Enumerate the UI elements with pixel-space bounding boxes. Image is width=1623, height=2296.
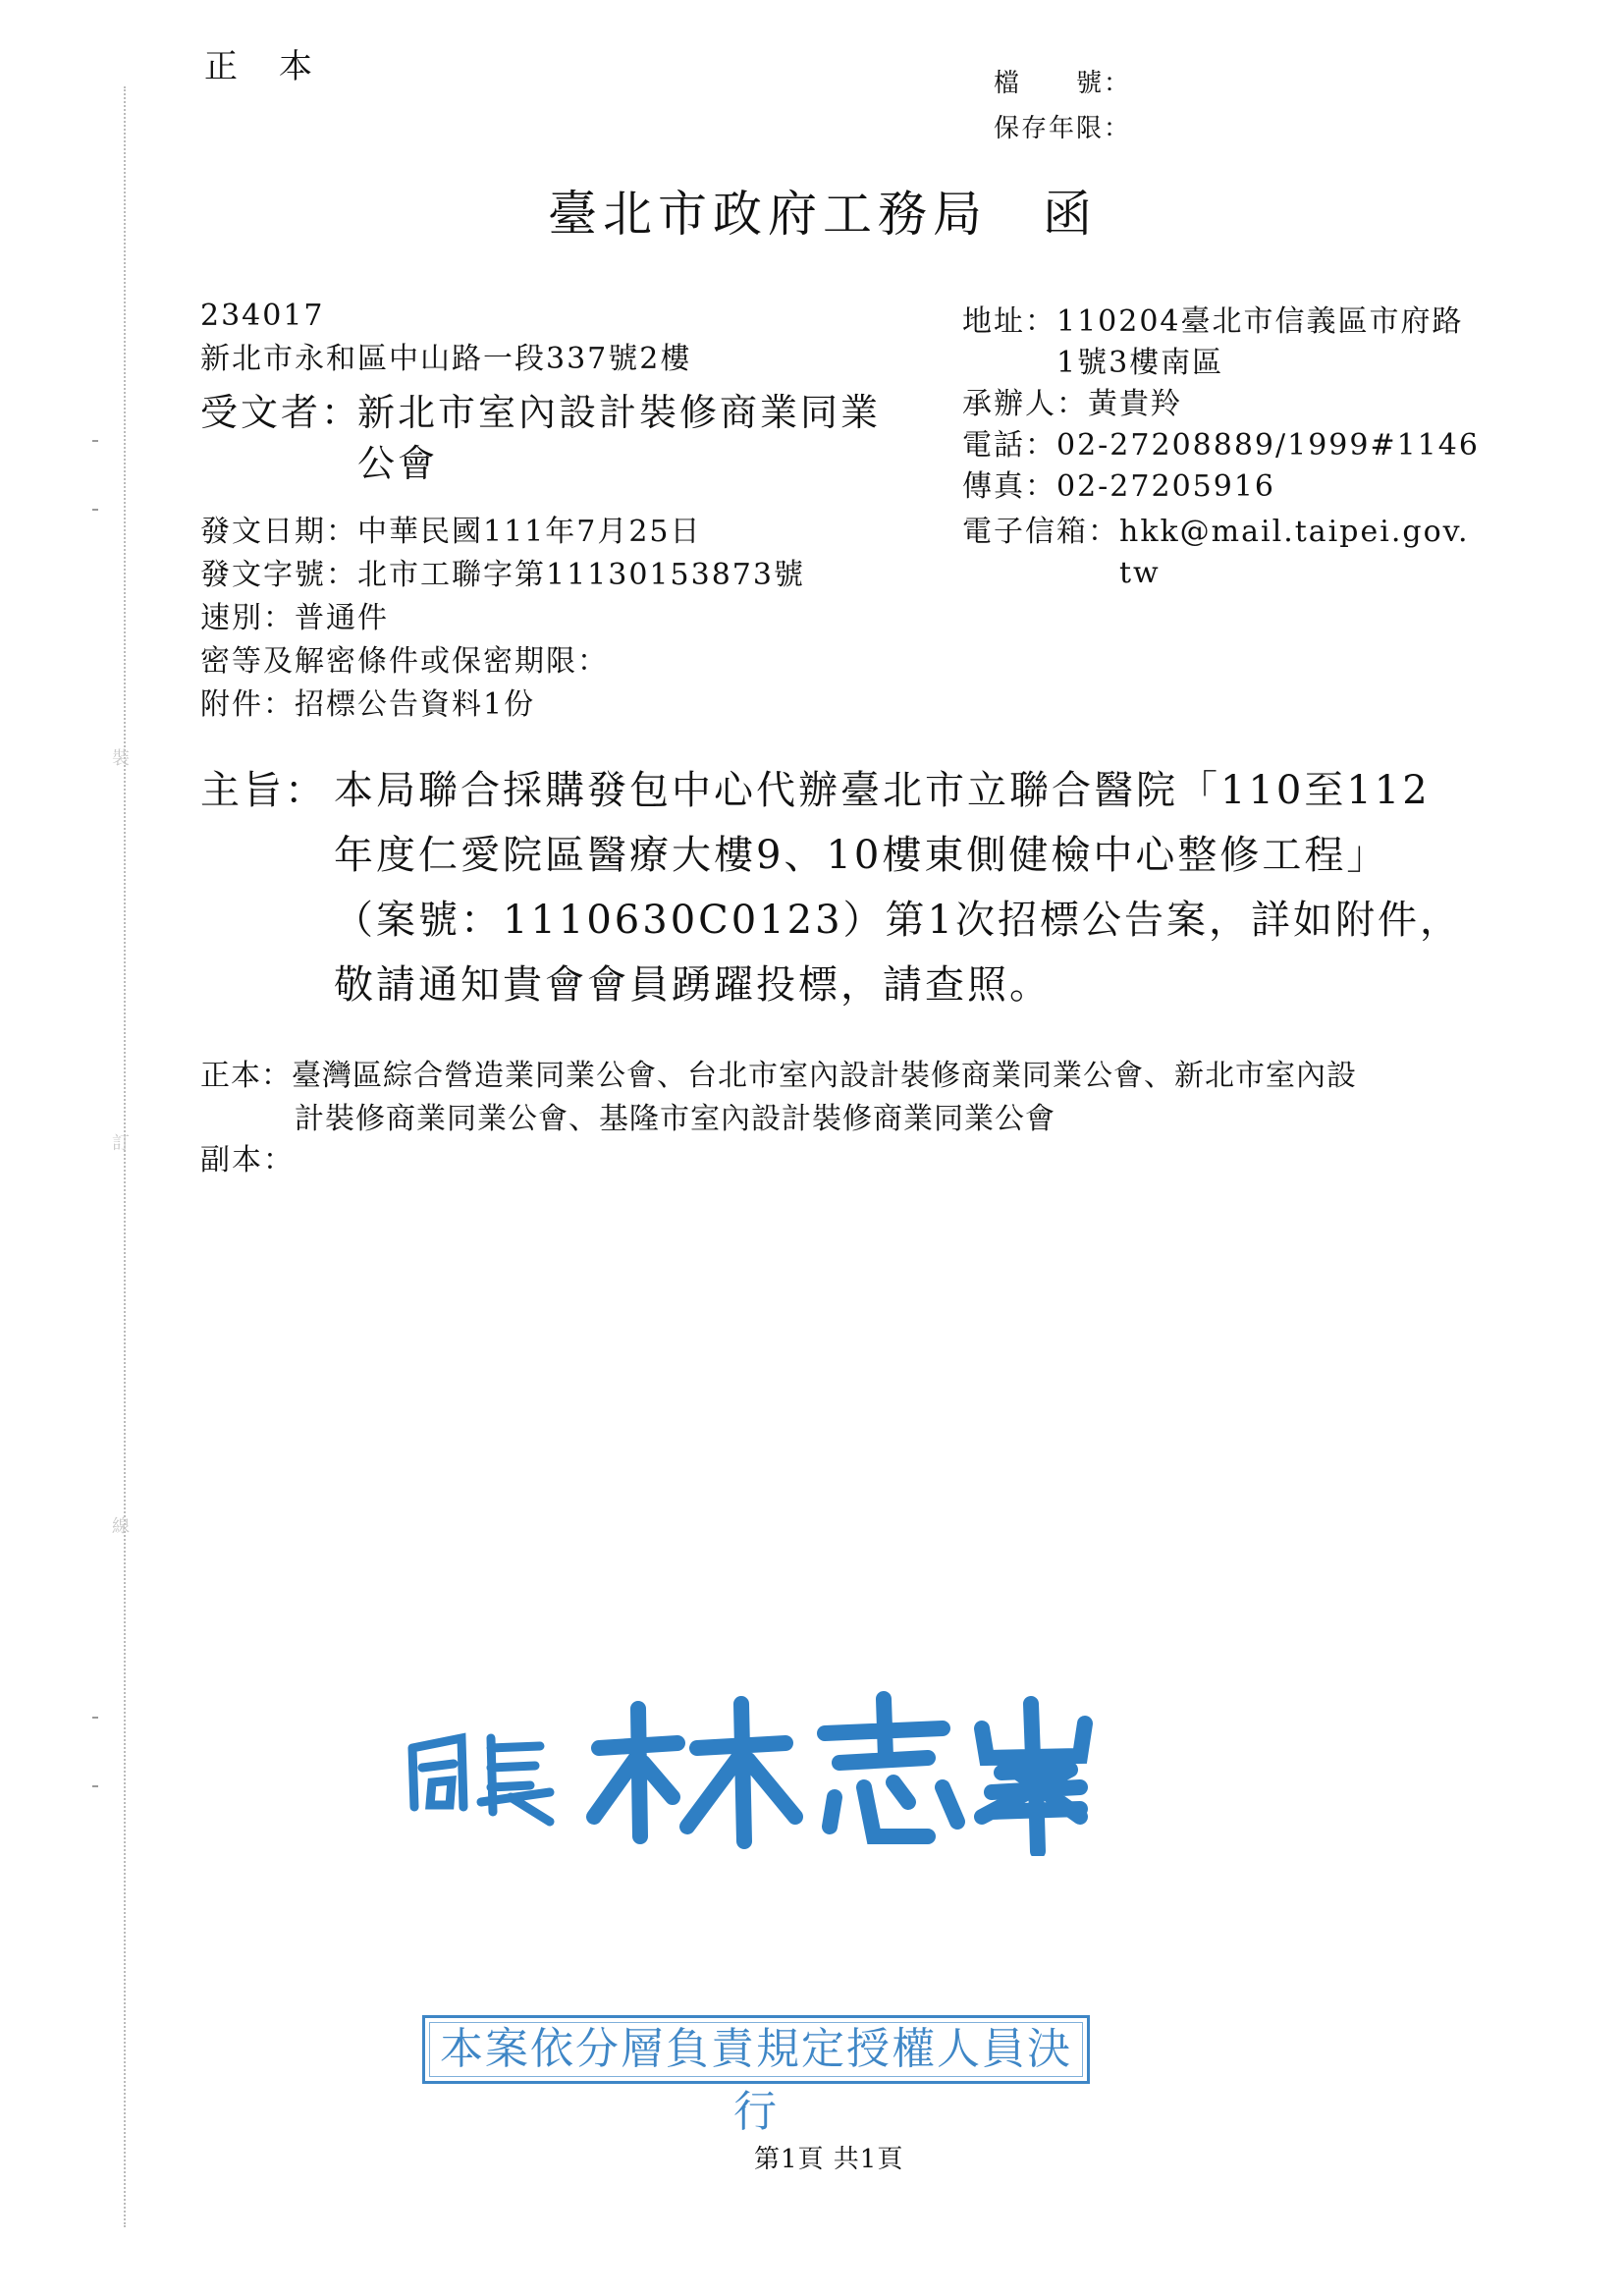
original-recipients-line2: 計裝修商業同業公會、基隆市室內設計裝修商業同業公會 <box>295 1102 1055 1136</box>
binding-mark-zhuang: 裝 <box>112 748 130 769</box>
sender-email-line2: tw <box>1119 556 1161 590</box>
sender-phone: 電話：02-27208889/1999#1146 <box>962 428 1480 463</box>
subject-line1: 本局聯合採購發包中心代辦臺北市立聯合醫院「110至112 <box>334 768 1431 813</box>
recipient-name-line1: 新北市室內設計裝修商業同業 <box>357 391 882 434</box>
classification: 密等及解密條件或保密期限： <box>200 644 609 679</box>
recipient-name-line2: 公會 <box>357 442 439 485</box>
original-recipients-line1: 正本：臺灣區綜合營造業同業公會、台北市室內設計裝修商業同業公會、新北市室內設 <box>200 1059 1357 1093</box>
sender-address-line1: 地址：110204臺北市信義區市府路 <box>962 304 1464 339</box>
page-footer: 第1頁 共1頁 <box>754 2145 904 2174</box>
authorization-stamp <box>422 2015 1090 2137</box>
binding-line <box>124 86 126 2227</box>
page-title: 臺北市政府工務局 函 <box>548 186 1098 243</box>
sender-address-line2: 1號3樓南區 <box>1056 346 1224 380</box>
margin-tick <box>92 440 98 442</box>
binding-mark-xian: 線 <box>112 1516 130 1537</box>
sender-email-line1: 電子信箱：hkk@mail.taipei.gov. <box>962 515 1470 549</box>
file-number-label: 檔 號： <box>994 69 1132 98</box>
sender-handler: 承辦人：黃貴羚 <box>962 387 1182 421</box>
sender-fax: 傳真：02-27205916 <box>962 469 1276 504</box>
stamp-text: 本案依分層負責規定授權人員決行 <box>440 2024 1072 2137</box>
postal-code: 234017 <box>200 299 325 333</box>
doc-number: 發文字號：北市工聯字第11130153873號 <box>200 558 805 592</box>
issue-date: 發文日期：中華民國111年7月25日 <box>200 515 702 549</box>
copy-type: 正 本 <box>204 47 316 86</box>
binding-mark-ding: 訂 <box>112 1133 130 1154</box>
subject-line2: 年度仁愛院區醫療大樓9、10樓東側健檢中心整修工程」 <box>334 833 1389 878</box>
retention-label: 保存年限： <box>994 114 1132 143</box>
subject-line3: （案號：1110630C0123）第1次招標公告案，詳如附件， <box>334 898 1462 943</box>
speed: 速別：普通件 <box>200 601 389 635</box>
recipient-address: 新北市永和區中山路一段337號2樓 <box>200 342 692 376</box>
subject-line4: 敬請通知貴會會員踴躍投標，請查照。 <box>334 962 1052 1008</box>
margin-tick <box>92 1785 98 1787</box>
margin-tick <box>92 1717 98 1719</box>
margin-tick <box>92 509 98 511</box>
director-signature-seal <box>393 1689 1139 1856</box>
copy-recipients: 副本： <box>200 1143 295 1177</box>
attachment: 附件：招標公告資料1份 <box>200 687 536 722</box>
recipient-label: 受文者： <box>200 391 362 434</box>
subject-label: 主旨： <box>200 768 327 813</box>
